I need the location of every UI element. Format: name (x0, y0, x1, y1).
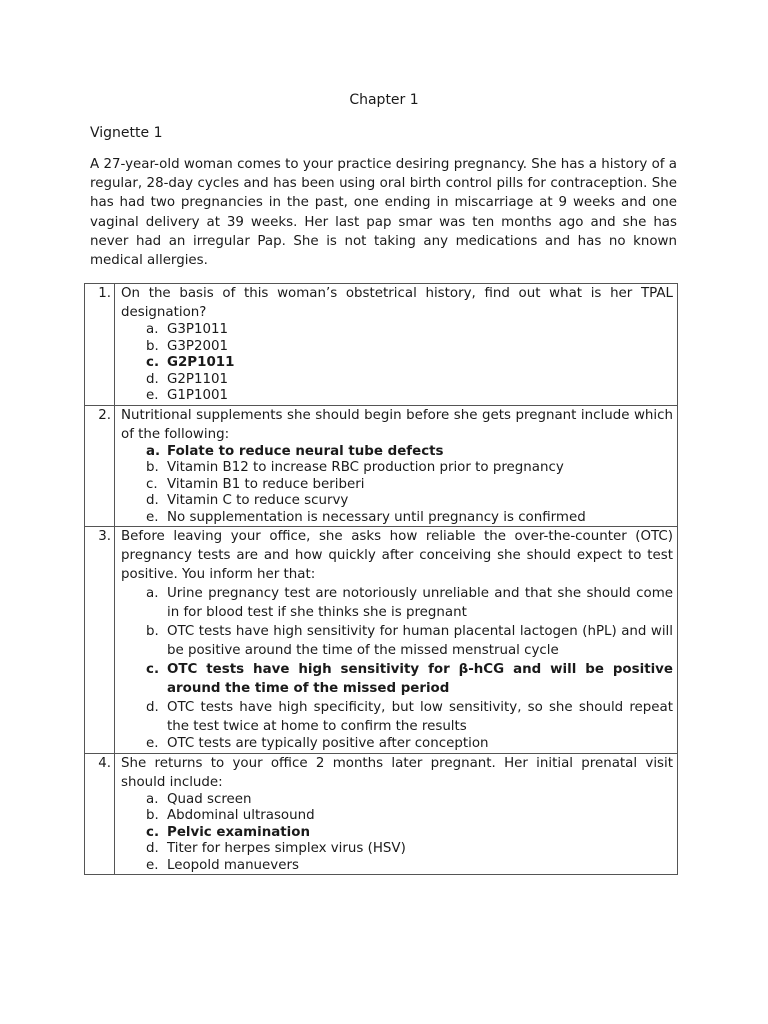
option-text: No supplementation is necessary until pregnancy is confirmed (167, 509, 586, 525)
answer-option (146, 792, 673, 809)
option-text: Vitamin B1 to reduce beriberi (167, 476, 365, 492)
option-text: Vitamin C to reduce scurvy (167, 493, 349, 508)
answer-option (146, 322, 673, 339)
question-stem: On the basis of this woman’s obstetrical history, find out what is her TPAL designation? (121, 286, 673, 320)
option-letter: c. (146, 824, 160, 840)
answer-options (121, 444, 673, 527)
questions-table (84, 283, 678, 875)
option-letter: c. (146, 355, 160, 370)
answer-option (146, 736, 673, 753)
answer-option (146, 622, 673, 660)
option-letter: c. (146, 662, 160, 677)
option-text: OTC tests are typically positive after conception (167, 736, 489, 751)
answer-option (146, 858, 673, 875)
question-number: 4. (85, 753, 115, 875)
option-letter: d. (146, 371, 159, 387)
option-letter: c. (146, 476, 158, 492)
option-letter: d. (146, 841, 159, 856)
question-stem: She returns to your office 2 months later pregnant. Her initial prenatal visit should include: (121, 755, 673, 790)
question-number: 1. (85, 284, 115, 406)
option-letter: a. (146, 322, 159, 337)
option-text: Quad screen (167, 791, 252, 807)
option-letter: a. (146, 791, 159, 807)
answer-options (121, 792, 673, 875)
question-body (115, 284, 678, 406)
answer-options (121, 322, 673, 405)
answer-option (146, 477, 673, 494)
answer-option-correct (146, 825, 673, 842)
question-row-1 (85, 284, 678, 406)
answer-option (146, 493, 673, 510)
answer-option (146, 372, 673, 389)
question-body (115, 527, 678, 754)
option-text: Leopold manuevers (167, 857, 299, 873)
vignette-text: A 27-year-old woman comes to your practice desiring pregnancy. She has a history of a regular, 28-day cycles and has been using oral birth control pills for contraception. She has had two pregnancies in the past, one ending in miscarriage at 9 weeks and one vaginal delivery at 39 weeks. Her last pap smar was ten months ago and she has never had an irregular Pap. She is not taking any medications and has no known medical allergies. (90, 157, 677, 269)
option-text: G1P1001 (167, 388, 229, 403)
answer-option-correct (146, 444, 673, 461)
option-letter: e. (146, 857, 159, 873)
option-letter: b. (146, 338, 159, 354)
option-letter: e. (146, 388, 159, 403)
option-text: G2P1101 (167, 371, 229, 387)
answer-options (121, 584, 673, 753)
question-number: 3. (85, 527, 115, 754)
answer-option (146, 584, 673, 622)
option-text: Folate to reduce neural tube defects (167, 443, 444, 459)
option-letter: d. (146, 700, 159, 715)
chapter-title: Chapter 1 (349, 92, 419, 108)
answer-option (146, 339, 673, 356)
question-stem: Before leaving your office, she asks how reliable the over-the-counter (OTC) pregnancy tests are and how quickly after conceiving she should expect to test positive. You inform her that: (121, 529, 673, 582)
option-text: Urine pregnancy test are notoriously unreliable and that she should come in for blood test if she thinks she is pregnant (167, 586, 673, 620)
option-letter: a. (146, 443, 161, 459)
option-text: Vitamin B12 to increase RBC production prior to pregnancy (167, 460, 564, 475)
answer-option (146, 388, 673, 405)
answer-option-correct (146, 660, 673, 698)
option-letter: b. (146, 460, 159, 475)
answer-option-correct (146, 355, 673, 372)
answer-option (146, 698, 673, 736)
answer-option (146, 841, 673, 858)
option-text: Pelvic examination (167, 824, 310, 840)
question-row-4 (85, 753, 678, 875)
option-text: OTC tests have high specificity, but low sensitivity, so she should repeat the test twice at home to confirm the results (167, 700, 673, 734)
option-letter: a. (146, 586, 159, 601)
question-row-3 (85, 527, 678, 754)
option-letter: d. (146, 493, 159, 508)
option-text: OTC tests have high sensitivity for human placental lactogen (hPL) and will be positive around the time of the missed menstrual cycle (167, 624, 673, 658)
answer-option (146, 808, 673, 825)
question-stem: Nutritional supplements she should begin before she gets pregnant include which of the following: (121, 407, 673, 442)
answer-option (146, 460, 673, 477)
question-row-2 (85, 405, 678, 527)
option-text: Titer for herpes simplex virus (HSV) (167, 841, 406, 856)
option-text: OTC tests have high sensitivity for β-hCG and will be positive around the time of the missed period (167, 662, 673, 696)
answer-option (146, 510, 673, 527)
option-text: G3P1011 (167, 322, 229, 337)
option-text: G2P1011 (167, 355, 235, 370)
option-letter: b. (146, 624, 159, 639)
question-body (115, 405, 678, 527)
option-letter: e. (146, 736, 159, 751)
option-letter: b. (146, 808, 159, 823)
question-body (115, 753, 678, 875)
option-letter: e. (146, 509, 159, 525)
option-text: Abdominal ultrasound (167, 808, 315, 823)
vignette-title: Vignette 1 (90, 125, 163, 141)
option-text: G3P2001 (167, 338, 229, 354)
question-number: 2. (85, 405, 115, 527)
